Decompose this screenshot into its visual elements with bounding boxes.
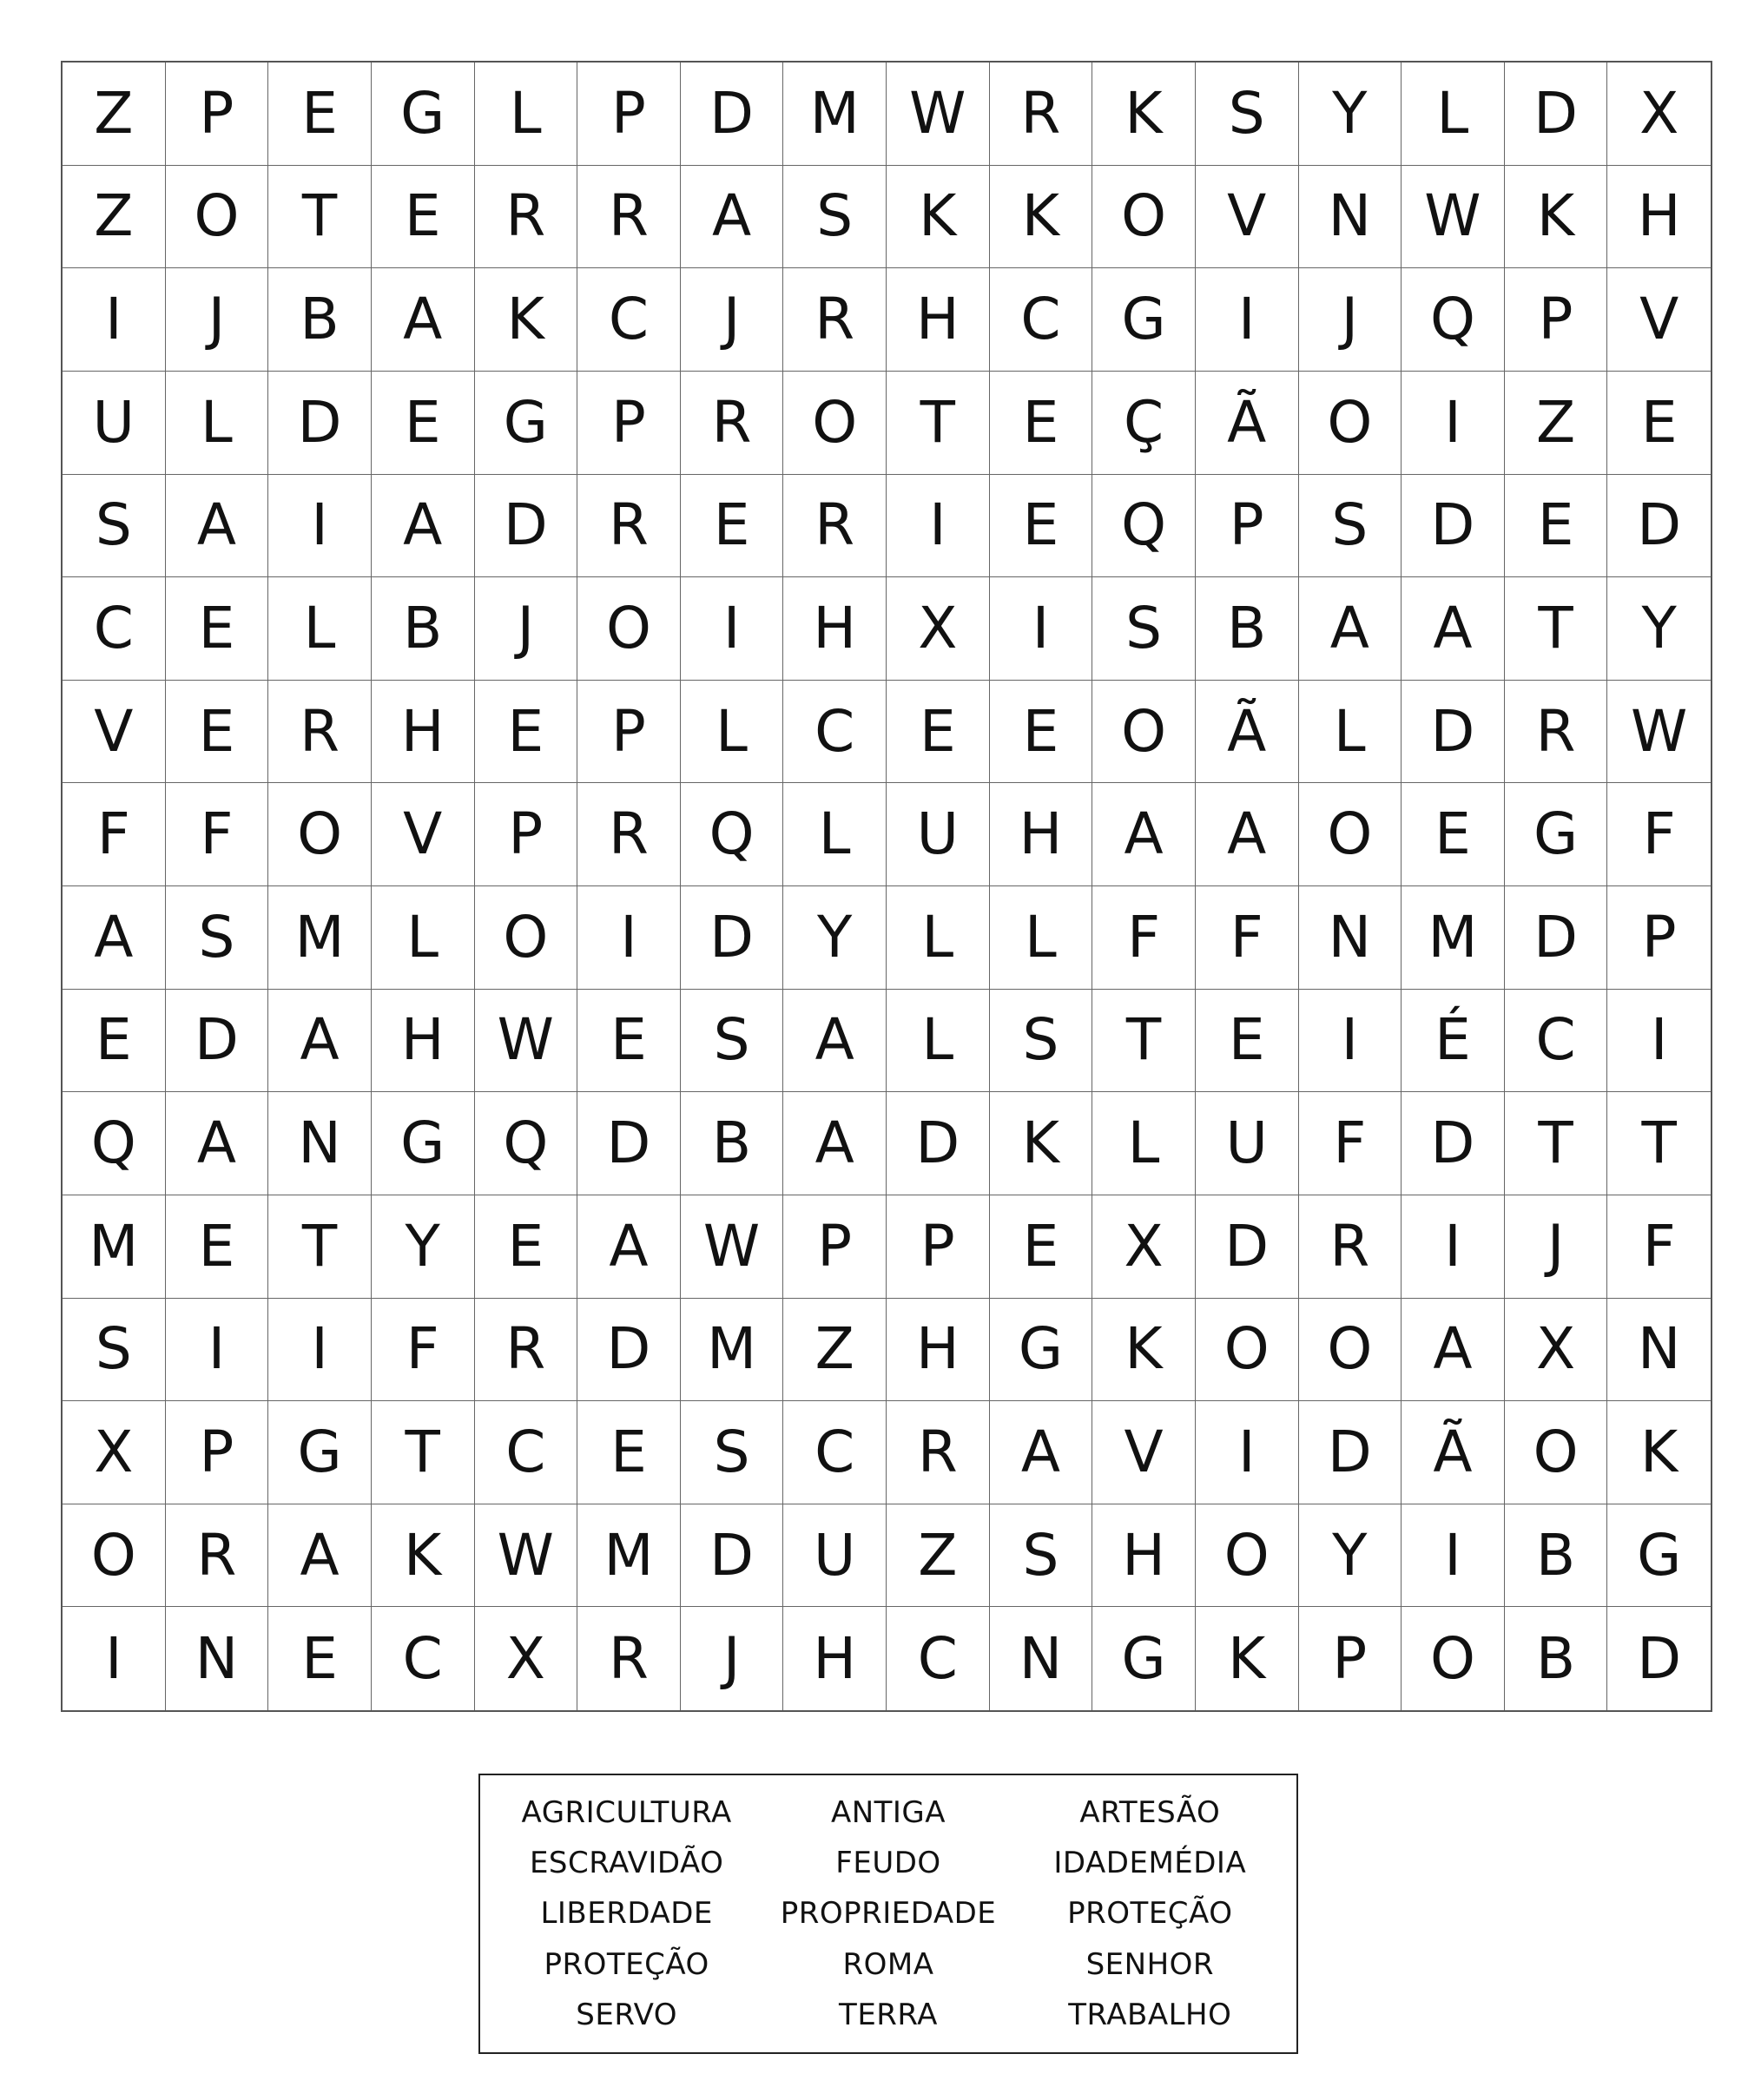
grid-cell[interactable]: R bbox=[166, 1504, 269, 1608]
grid-cell[interactable]: D bbox=[1299, 1401, 1402, 1504]
grid-cell[interactable]: V bbox=[372, 783, 475, 886]
grid-cell[interactable]: S bbox=[990, 990, 1093, 1093]
grid-cell[interactable]: C bbox=[887, 1607, 990, 1710]
grid-cell[interactable]: J bbox=[166, 268, 269, 372]
grid-cell[interactable]: V bbox=[1092, 1401, 1196, 1504]
grid-cell[interactable]: P bbox=[166, 63, 269, 166]
grid-cell[interactable]: K bbox=[1196, 1607, 1299, 1710]
grid-cell[interactable]: P bbox=[1299, 1607, 1402, 1710]
grid-cell[interactable]: R bbox=[990, 63, 1093, 166]
grid-cell[interactable]: Ç bbox=[1092, 372, 1196, 475]
grid-cell[interactable]: S bbox=[1299, 475, 1402, 578]
grid-cell[interactable]: G bbox=[1092, 1607, 1196, 1710]
grid-cell[interactable]: A bbox=[681, 166, 784, 269]
grid-cell[interactable]: I bbox=[1402, 1195, 1505, 1299]
grid-cell[interactable]: I bbox=[1196, 1401, 1299, 1504]
grid-cell[interactable]: D bbox=[1402, 681, 1505, 784]
grid-cell[interactable]: A bbox=[63, 886, 166, 990]
grid-cell[interactable]: I bbox=[990, 577, 1093, 681]
grid-cell[interactable]: O bbox=[1092, 166, 1196, 269]
grid-cell[interactable]: O bbox=[475, 886, 578, 990]
grid-cell[interactable]: K bbox=[990, 1092, 1093, 1195]
grid-cell[interactable]: Y bbox=[783, 886, 887, 990]
grid-cell[interactable]: L bbox=[1092, 1092, 1196, 1195]
grid-cell[interactable]: E bbox=[268, 1607, 372, 1710]
grid-cell[interactable]: O bbox=[1196, 1504, 1299, 1608]
grid-cell[interactable]: D bbox=[1505, 63, 1608, 166]
word-list-item: AGRICULTURA bbox=[521, 1795, 732, 1831]
grid-cell[interactable]: C bbox=[63, 577, 166, 681]
grid-cell[interactable]: E bbox=[681, 475, 784, 578]
grid-cell[interactable]: O bbox=[1299, 1299, 1402, 1402]
grid-cell[interactable]: Y bbox=[1607, 577, 1711, 681]
grid-cell[interactable]: W bbox=[681, 1195, 784, 1299]
grid-cell[interactable]: A bbox=[268, 990, 372, 1093]
grid-cell[interactable]: R bbox=[577, 475, 681, 578]
grid-cell[interactable]: X bbox=[1505, 1299, 1608, 1402]
grid-cell[interactable]: F bbox=[1092, 886, 1196, 990]
grid-cell[interactable]: D bbox=[1637, 1624, 1682, 1692]
grid-cell[interactable]: L bbox=[990, 886, 1093, 990]
grid-cell[interactable]: Q bbox=[681, 783, 784, 886]
grid-cell[interactable]: X bbox=[1092, 1195, 1196, 1299]
grid-cell[interactable]: Z bbox=[63, 166, 166, 269]
grid-cell[interactable]: H bbox=[1092, 1504, 1196, 1608]
grid-cell[interactable]: G bbox=[1092, 268, 1196, 372]
grid-cell[interactable]: P bbox=[577, 372, 681, 475]
grid-cell[interactable]: K bbox=[1092, 63, 1196, 166]
grid-cell[interactable]: M bbox=[1402, 886, 1505, 990]
grid-cell[interactable]: T bbox=[887, 372, 990, 475]
grid-cell[interactable]: N bbox=[1299, 166, 1402, 269]
word-list-item: PROTEÇÃO bbox=[1067, 1896, 1233, 1932]
grid-cell[interactable]: P bbox=[577, 63, 681, 166]
grid-cell[interactable]: A bbox=[1092, 783, 1196, 886]
grid-cell[interactable]: K bbox=[1505, 166, 1608, 269]
grid-cell[interactable]: A bbox=[166, 475, 269, 578]
grid-cell[interactable]: K bbox=[1092, 1299, 1196, 1402]
grid-cell[interactable]: N bbox=[990, 1607, 1093, 1710]
grid-cell[interactable]: O bbox=[577, 577, 681, 681]
grid-cell[interactable]: W bbox=[475, 990, 578, 1093]
grid-cell[interactable]: K bbox=[1607, 1401, 1711, 1504]
grid-cell[interactable]: I bbox=[63, 1607, 166, 1710]
grid-cell[interactable]: C bbox=[577, 268, 681, 372]
grid-cell[interactable]: D bbox=[1402, 1092, 1505, 1195]
grid-cell[interactable]: I bbox=[681, 577, 784, 681]
grid-cell[interactable]: Ã bbox=[1196, 681, 1299, 784]
grid-cell[interactable]: C bbox=[475, 1401, 578, 1504]
grid-cell[interactable]: Q bbox=[475, 1092, 578, 1195]
grid-cell[interactable]: X bbox=[1607, 63, 1711, 166]
grid-cell[interactable]: C bbox=[783, 1401, 887, 1504]
grid-cell[interactable]: L bbox=[1299, 681, 1402, 784]
grid-cell[interactable]: F bbox=[63, 783, 166, 886]
grid-cell[interactable]: A bbox=[1402, 577, 1505, 681]
grid-cell[interactable]: C bbox=[990, 268, 1093, 372]
grid-cell[interactable]: R bbox=[577, 166, 681, 269]
grid-cell[interactable]: Y bbox=[372, 1195, 475, 1299]
grid-cell[interactable]: P bbox=[887, 1195, 990, 1299]
grid-cell[interactable]: Q bbox=[1092, 475, 1196, 578]
grid-cell[interactable]: I bbox=[1607, 990, 1711, 1093]
grid-cell[interactable]: X bbox=[63, 1401, 166, 1504]
grid-cell[interactable]: S bbox=[681, 990, 784, 1093]
grid-cell[interactable]: L bbox=[1402, 63, 1505, 166]
grid-cell[interactable]: S bbox=[783, 166, 887, 269]
grid-cell[interactable]: N bbox=[268, 1092, 372, 1195]
grid-cell[interactable]: Y bbox=[1299, 63, 1402, 166]
word-list-item: ANTIGA bbox=[830, 1795, 946, 1831]
grid-cell[interactable]: O bbox=[63, 1504, 166, 1608]
grid-cell[interactable]: E bbox=[268, 63, 372, 166]
grid-cell[interactable]: U bbox=[63, 372, 166, 475]
grid-cell[interactable]: A bbox=[990, 1401, 1093, 1504]
grid-cell[interactable]: T bbox=[1505, 1092, 1608, 1195]
grid-cell[interactable]: I bbox=[268, 1299, 372, 1402]
grid-cell[interactable]: H bbox=[990, 783, 1093, 886]
grid-cell[interactable]: E bbox=[372, 166, 475, 269]
grid-cell[interactable]: F bbox=[1607, 783, 1711, 886]
grid-cell[interactable]: J bbox=[1299, 268, 1402, 372]
grid-cell[interactable]: D bbox=[166, 990, 269, 1093]
grid-cell[interactable]: X bbox=[887, 577, 990, 681]
grid-cell[interactable]: Y bbox=[1299, 1504, 1402, 1608]
grid-cell[interactable]: B bbox=[1196, 577, 1299, 681]
grid-cell[interactable]: M bbox=[268, 886, 372, 990]
grid-cell[interactable]: E bbox=[475, 681, 578, 784]
grid-cell[interactable]: R bbox=[475, 166, 578, 269]
grid-cell[interactable]: H bbox=[783, 1607, 887, 1710]
grid-cell[interactable]: A bbox=[268, 1504, 372, 1608]
grid-cell[interactable]: B bbox=[268, 268, 372, 372]
grid-cell[interactable]: R bbox=[783, 475, 887, 578]
grid-cell[interactable]: O bbox=[1196, 1299, 1299, 1402]
grid-cell[interactable]: L bbox=[887, 990, 990, 1093]
grid-cell[interactable]: G bbox=[1505, 783, 1608, 886]
grid-cell[interactable]: R bbox=[783, 268, 887, 372]
grid-cell[interactable]: A bbox=[166, 1092, 269, 1195]
grid-cell[interactable]: D bbox=[681, 63, 784, 166]
grid-cell[interactable]: R bbox=[577, 1607, 681, 1710]
grid-cell[interactable]: W bbox=[1402, 166, 1505, 269]
grid-cell[interactable]: W bbox=[1607, 681, 1711, 784]
grid-cell[interactable]: D bbox=[887, 1092, 990, 1195]
grid-cell[interactable]: N bbox=[166, 1607, 269, 1710]
grid-cell[interactable]: O bbox=[1299, 783, 1402, 886]
grid-cell[interactable]: P bbox=[577, 681, 681, 784]
grid-cell[interactable]: A bbox=[372, 475, 475, 578]
grid-cell[interactable]: G bbox=[268, 1401, 372, 1504]
grid-cell[interactable]: F bbox=[1607, 1195, 1711, 1299]
grid-cell[interactable]: E bbox=[166, 1195, 269, 1299]
grid-cell[interactable]: I bbox=[1402, 1504, 1505, 1608]
grid-cell[interactable]: E bbox=[1196, 990, 1299, 1093]
word-list-item: TRABALHO bbox=[1068, 1997, 1232, 2032]
grid-cell[interactable]: P bbox=[1505, 268, 1608, 372]
word-list-item: PROTEÇÃO bbox=[544, 1946, 709, 1982]
grid-cell[interactable]: P bbox=[166, 1401, 269, 1504]
grid-cell[interactable]: E bbox=[1402, 783, 1505, 886]
grid-cell[interactable]: C bbox=[372, 1607, 475, 1710]
grid-cell[interactable]: Z bbox=[1505, 372, 1608, 475]
grid-cell[interactable]: O bbox=[166, 166, 269, 269]
grid-cell[interactable]: A bbox=[1402, 1299, 1505, 1402]
word-list-item: ARTESÃO bbox=[1079, 1795, 1221, 1831]
grid-cell[interactable]: P bbox=[1607, 886, 1711, 990]
grid-cell[interactable]: G bbox=[372, 63, 475, 166]
grid-cell[interactable]: C bbox=[783, 681, 887, 784]
grid-cell[interactable]: E bbox=[372, 372, 475, 475]
grid-cell[interactable]: E bbox=[887, 681, 990, 784]
grid-cell[interactable]: O bbox=[783, 372, 887, 475]
grid-cell[interactable]: I bbox=[1196, 268, 1299, 372]
grid-cell[interactable]: A bbox=[372, 268, 475, 372]
grid-cell[interactable]: Z bbox=[63, 63, 166, 166]
grid-cell[interactable]: L bbox=[166, 372, 269, 475]
grid-cell[interactable]: R bbox=[577, 783, 681, 886]
grid-cell[interactable]: A bbox=[783, 990, 887, 1093]
grid-cell[interactable]: S bbox=[63, 1299, 166, 1402]
grid-cell[interactable]: F bbox=[1299, 1092, 1402, 1195]
grid-cell[interactable]: H bbox=[783, 577, 887, 681]
grid-cell[interactable]: V bbox=[63, 681, 166, 784]
grid-cell[interactable]: M bbox=[681, 1299, 784, 1402]
grid-cell[interactable]: T bbox=[372, 1401, 475, 1504]
grid-cell[interactable]: R bbox=[681, 372, 784, 475]
grid-cell[interactable]: D bbox=[577, 1299, 681, 1402]
grid-cell[interactable]: B bbox=[681, 1092, 784, 1195]
grid-cell[interactable]: G bbox=[475, 372, 578, 475]
grid-cell[interactable]: F bbox=[166, 783, 269, 886]
grid-cell[interactable]: X bbox=[475, 1607, 578, 1710]
grid-cell[interactable]: K bbox=[887, 166, 990, 269]
grid-cell[interactable]: O bbox=[1299, 372, 1402, 475]
word-list-item: ROMA bbox=[842, 1946, 934, 1982]
grid-cell[interactable]: G bbox=[990, 1299, 1093, 1402]
grid-cell[interactable]: I bbox=[166, 1299, 269, 1402]
grid-cell[interactable]: J bbox=[681, 1607, 784, 1710]
grid-cell[interactable]: D bbox=[1402, 475, 1505, 578]
grid-cell[interactable]: I bbox=[63, 268, 166, 372]
grid-cell[interactable]: E bbox=[577, 1401, 681, 1504]
grid-cell[interactable]: D bbox=[1505, 886, 1608, 990]
grid-cell[interactable]: N bbox=[1299, 886, 1402, 990]
grid-cell[interactable]: M bbox=[577, 1504, 681, 1608]
grid-cell[interactable]: V bbox=[1196, 166, 1299, 269]
grid-cell[interactable]: L bbox=[681, 681, 784, 784]
grid-cell[interactable]: R bbox=[887, 1401, 990, 1504]
grid-cell[interactable]: E bbox=[475, 1195, 578, 1299]
grid-cell[interactable]: B bbox=[1505, 1607, 1608, 1710]
grid-cell[interactable]: I bbox=[577, 886, 681, 990]
grid-cell[interactable]: D bbox=[681, 1504, 784, 1608]
grid-cell[interactable]: D bbox=[475, 475, 578, 578]
grid-cell[interactable]: M bbox=[783, 63, 887, 166]
grid-cell[interactable]: A bbox=[783, 1092, 887, 1195]
grid-cell[interactable]: O bbox=[1402, 1607, 1505, 1710]
grid-cell[interactable]: K bbox=[475, 268, 578, 372]
grid-cell[interactable]: T bbox=[268, 166, 372, 269]
grid-cell[interactable]: U bbox=[887, 783, 990, 886]
grid-cell[interactable]: S bbox=[63, 475, 166, 578]
grid-cell[interactable]: B bbox=[372, 577, 475, 681]
grid-cell[interactable]: F bbox=[372, 1299, 475, 1402]
grid-cell[interactable]: E bbox=[990, 475, 1093, 578]
grid-cell[interactable]: T bbox=[1607, 1092, 1711, 1195]
grid-cell[interactable]: D bbox=[268, 372, 372, 475]
word-list-item: LIBERDADE bbox=[540, 1896, 713, 1932]
grid-cell[interactable]: S bbox=[1092, 577, 1196, 681]
grid-cell[interactable]: S bbox=[990, 1504, 1093, 1608]
grid-cell[interactable]: I bbox=[268, 475, 372, 578]
word-list-item: FEUDO bbox=[835, 1846, 941, 1881]
grid-cell[interactable]: N bbox=[1607, 1299, 1711, 1402]
grid-cell[interactable]: R bbox=[475, 1299, 578, 1402]
grid-cell[interactable]: U bbox=[1196, 1092, 1299, 1195]
grid-cell[interactable]: R bbox=[1505, 681, 1608, 784]
grid-cell[interactable]: J bbox=[681, 268, 784, 372]
grid-cell[interactable]: E bbox=[166, 577, 269, 681]
grid-cell[interactable]: S bbox=[1196, 63, 1299, 166]
grid-cell[interactable]: U bbox=[783, 1504, 887, 1608]
grid-cell[interactable]: Ã bbox=[1402, 1401, 1505, 1504]
grid-cell[interactable]: E bbox=[1607, 372, 1711, 475]
grid-cell[interactable]: S bbox=[166, 886, 269, 990]
grid-cell[interactable]: J bbox=[1505, 1195, 1608, 1299]
grid-cell[interactable]: D bbox=[577, 1092, 681, 1195]
grid-cell[interactable]: B bbox=[1505, 1504, 1608, 1608]
grid-cell[interactable]: M bbox=[63, 1195, 166, 1299]
grid-cell[interactable]: E bbox=[166, 681, 269, 784]
grid-cell[interactable]: G bbox=[1607, 1504, 1711, 1608]
grid-cell[interactable]: R bbox=[268, 681, 372, 784]
grid-cell[interactable]: D bbox=[1196, 1195, 1299, 1299]
letter-grid bbox=[61, 61, 1712, 1712]
grid-cell[interactable]: I bbox=[1299, 990, 1402, 1093]
grid-cell[interactable]: E bbox=[990, 372, 1093, 475]
grid-cell[interactable]: T bbox=[1505, 577, 1608, 681]
grid-cell[interactable]: D bbox=[681, 886, 784, 990]
grid-cell[interactable]: H bbox=[372, 990, 475, 1093]
grid-cell[interactable]: G bbox=[372, 1092, 475, 1195]
word-bank bbox=[478, 1774, 1298, 2054]
grid-cell[interactable]: A bbox=[1196, 783, 1299, 886]
word-list-item: SERVO bbox=[576, 1997, 678, 2032]
grid-cell[interactable]: A bbox=[1299, 577, 1402, 681]
grid-cell[interactable]: A bbox=[577, 1195, 681, 1299]
grid-cell[interactable]: J bbox=[475, 577, 578, 681]
grid-cell[interactable]: Q bbox=[63, 1092, 166, 1195]
grid-cell[interactable]: H bbox=[887, 1299, 990, 1402]
grid-cell[interactable]: T bbox=[268, 1195, 372, 1299]
grid-cell[interactable]: H bbox=[372, 681, 475, 784]
grid-cell[interactable]: R bbox=[1299, 1195, 1402, 1299]
word-list-item: ESCRAVIDÃO bbox=[529, 1846, 724, 1881]
grid-cell[interactable]: Q bbox=[1402, 268, 1505, 372]
grid-cell[interactable]: Ã bbox=[1196, 372, 1299, 475]
grid-cell[interactable]: C bbox=[1505, 990, 1608, 1093]
grid-cell[interactable]: Z bbox=[783, 1299, 887, 1402]
grid-cell[interactable]: F bbox=[1196, 886, 1299, 990]
grid-cell[interactable]: K bbox=[990, 166, 1093, 269]
grid-cell[interactable]: L bbox=[887, 886, 990, 990]
word-list-item: SENHOR bbox=[1085, 1946, 1215, 1982]
grid-cell[interactable]: W bbox=[887, 63, 990, 166]
grid-cell[interactable]: E bbox=[990, 1195, 1093, 1299]
grid-cell[interactable]: W bbox=[475, 1504, 578, 1608]
grid-cell[interactable]: H bbox=[887, 268, 990, 372]
grid-cell[interactable]: Z bbox=[887, 1504, 990, 1608]
grid-cell[interactable]: E bbox=[577, 990, 681, 1093]
word-list-item: PROPRIEDADE bbox=[780, 1896, 997, 1932]
grid-cell[interactable]: E bbox=[63, 990, 166, 1093]
grid-cell[interactable]: L bbox=[372, 886, 475, 990]
word-list-item: TERRA bbox=[839, 1997, 938, 2032]
grid-cell[interactable]: P bbox=[783, 1195, 887, 1299]
grid-cell[interactable]: O bbox=[268, 783, 372, 886]
grid-cell[interactable]: O bbox=[1505, 1401, 1608, 1504]
grid-cell[interactable]: L bbox=[268, 577, 372, 681]
grid-cell[interactable]: E bbox=[990, 681, 1093, 784]
grid-cell[interactable]: V bbox=[1607, 268, 1711, 372]
grid-cell[interactable]: D bbox=[1607, 475, 1711, 578]
grid-cell[interactable]: L bbox=[783, 783, 887, 886]
grid-cell[interactable]: O bbox=[1092, 681, 1196, 784]
grid-cell[interactable]: I bbox=[887, 475, 990, 578]
grid-cell[interactable]: É bbox=[1402, 990, 1505, 1093]
grid-cell[interactable]: K bbox=[372, 1504, 475, 1608]
grid-cell[interactable]: T bbox=[1092, 990, 1196, 1093]
word-list-item: IDADEMÉDIA bbox=[1053, 1846, 1247, 1881]
grid-cell[interactable]: L bbox=[475, 63, 578, 166]
grid-cell[interactable]: P bbox=[475, 783, 578, 886]
grid-cell[interactable]: E bbox=[1505, 475, 1608, 578]
grid-cell[interactable]: H bbox=[1607, 166, 1711, 269]
grid-cell[interactable]: P bbox=[1196, 475, 1299, 578]
grid-cell[interactable]: S bbox=[681, 1401, 784, 1504]
grid-cell[interactable]: I bbox=[1402, 372, 1505, 475]
